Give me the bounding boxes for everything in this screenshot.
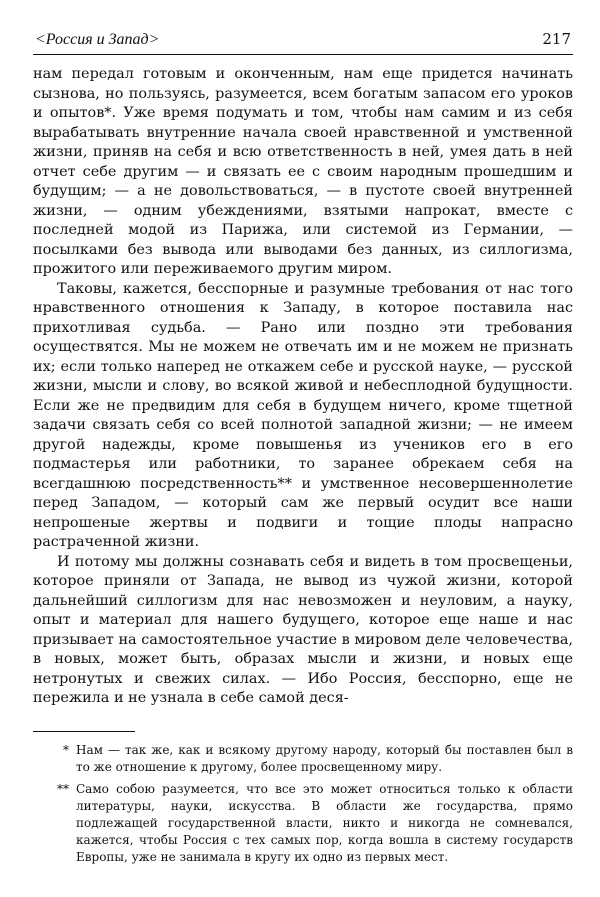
paragraph: Таковы, кажется, бесспорные и разумные требования от нас того нравственного отношения к Западу, в которое поставила нас прихотливая судьба. — Рано или поздно эти требования осуществятся. Мы не можем не отвечать им и не можем не признать их; если только наперед не откажем себе и русской науке, — русской жизни, мысли и слову, во всякой живой и небесплодной будущности. Если же не предвидим для себя в будущем ничего, кроме тщетной задачи связать себя со всей полнотой западной жизни; — не имеем другой надежды, кроме повышенья из учеников его в его подмастерья или работники, то заранее обрекаем себя на всегдашнюю посредственность** и умственное несовершеннолетие перед Западом, — который сам же первый осудит все наши непрошеные жертвы и подвиги и тощие плоды напрасно растраченной жизни. [33,280,573,550]
footnote [33,781,573,866]
body-text [33,65,573,709]
footnote-marker: * [63,742,69,757]
footnote-text: Нам — так же, как и всякому другому народу, который бы поставлен был в то же отношение к другому, более просвещенному миру. [76,742,573,774]
footnote [33,742,573,776]
footnotes [33,742,573,866]
footnote-marker: ** [57,781,69,796]
running-head [33,30,573,55]
paragraph: И потому мы должны сознавать себя и видеть в том просвещеньи, которое приняли от Запада, не вывод из чужой жизни, которой дальнейший силлогизм для нас невозможен и неуловим, а науку, опыт и материал для нашего будущего, которое еще наше и нас призывает на самостоятельное участие в мировом деле человечества, в новых, может быть, образах мысли и жизни, и новых еще нетронутых и свежих силах. — Ибо Россия, бесспорно, еще не пережила и не узнала в себе самой деся- [33,553,573,706]
running-title: <Россия и Запад> [35,31,160,48]
book-page [33,30,573,871]
paragraph: нам передал готовым и оконченным, нам еще придется начинать сызнова, но пользуясь, разумеется, всем богатым запасом его уроков и опытов*. Уже время подумать и том, чтобы нам самим и из себя вырабатывать внутренние начала своей нравственной и умственной жизни, приняв на себя и всю ответственность в ней, умея дать в ней отчет себе другим — и связать ее с своим народным прошедшим и будущим; — а не довольствоваться, — в пустоте своей внутренней жизни, — одним убеждениями, взятыми напрокат, вместе с последней модой из Парижа, или системой из Германии, — посылками без вывода или выводами без данных, из силлогизма, прожитого или переживаемого другим миром. [33,66,573,277]
page-number: 217 [542,30,571,48]
footnote-divider [33,731,135,732]
footnote-text: Само собою разумеется, что все это может относиться только к области литературы, науки, искусства. В области же государства, прямо подлежащей государственной власти, никто и никогда не сомневался, кажется, чтобы Россия с тех самых пор, когда вошла в систему государств Европы, уже не занимала в кругу их одно из первых мест. [76,781,573,864]
